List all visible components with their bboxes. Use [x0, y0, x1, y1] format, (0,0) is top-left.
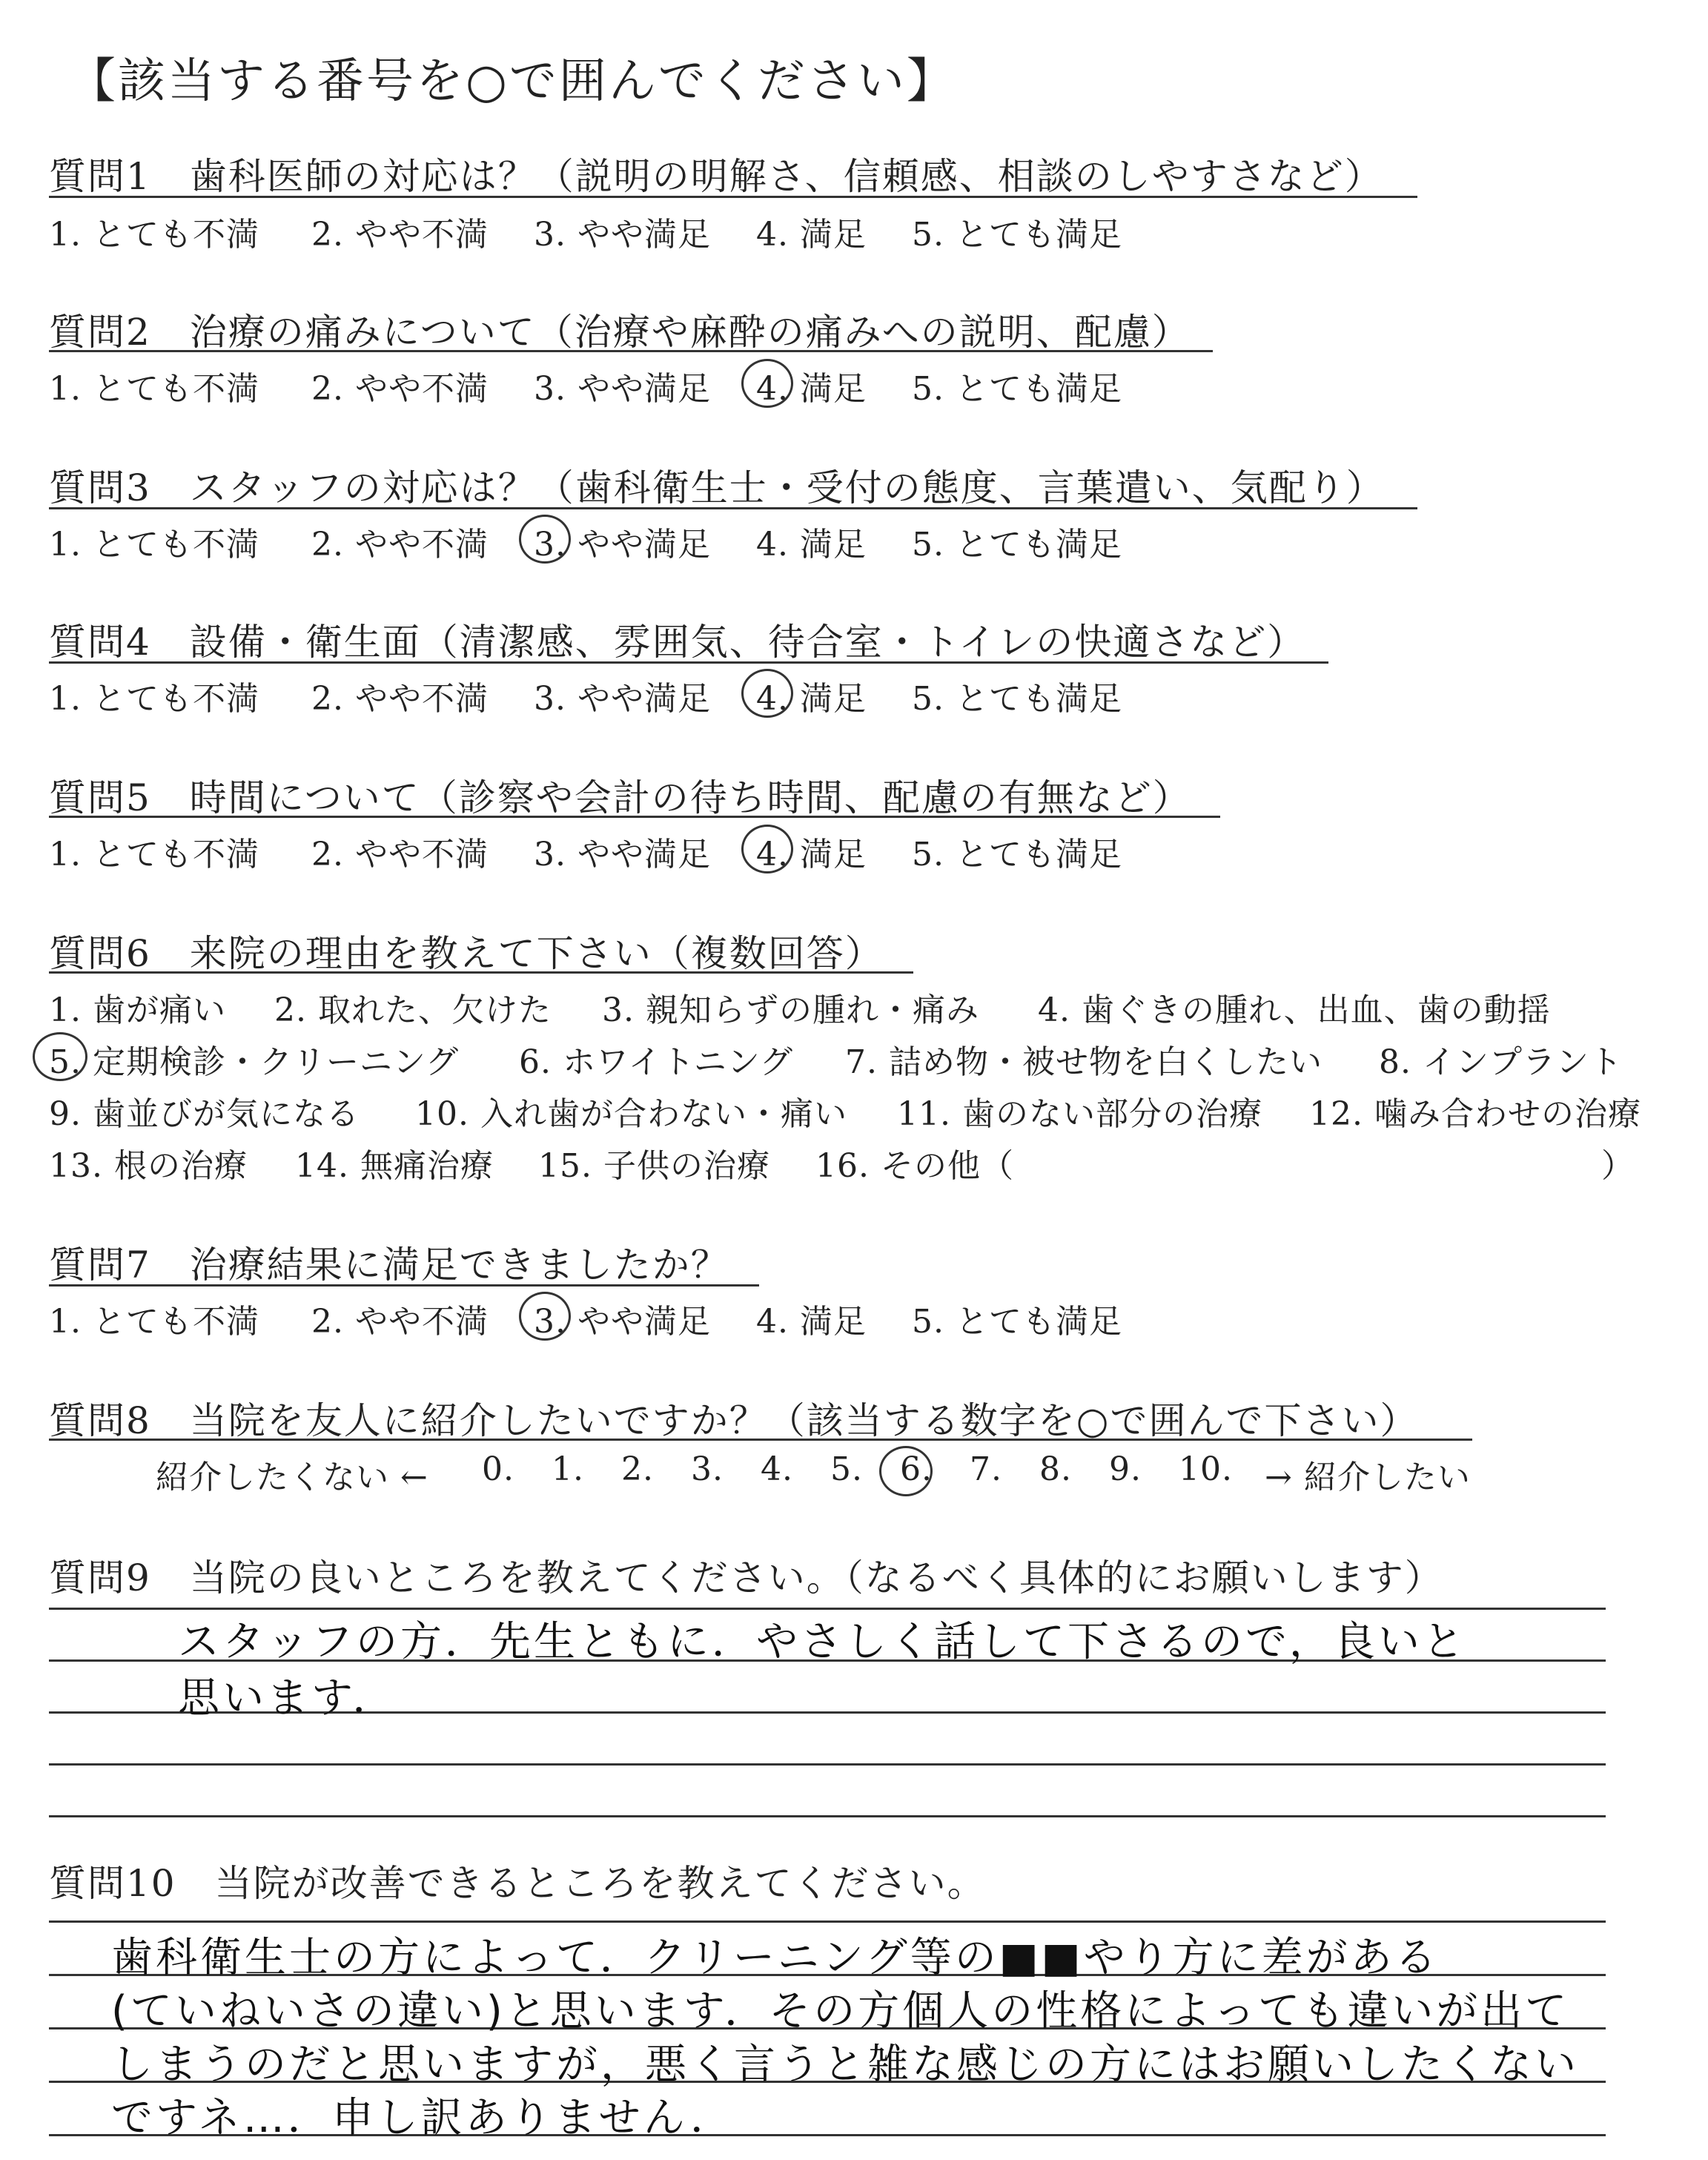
q6-option-6[interactable]: 6. ホワイトニング	[519, 1043, 794, 1081]
q3-option-1[interactable]: 1. とても不満	[49, 526, 259, 564]
question-3-underline	[49, 507, 1417, 509]
q6-option-8[interactable]: 8. インプラント	[1379, 1043, 1623, 1081]
q6-option-3[interactable]: 3. 親知らずの腫れ・痛み	[602, 991, 979, 1029]
q7-option-3[interactable]: 3. やや満足	[534, 1303, 711, 1341]
question-5-heading: 質問5 時間について（診察や会計の待ち時間、配慮の有無など）	[49, 776, 1191, 819]
q7-option-4[interactable]: 4. 満足	[756, 1303, 867, 1341]
question-1-heading: 質問1 歯科医師の対応は？（説明の明解さ、信頼感、相談のしやすさなど）	[49, 155, 1383, 198]
q10-answer-line-3[interactable]: しまうのだと思いますが，悪く言うと雑な感じの方にはお願いしたくない	[111, 2041, 1579, 2089]
q1-option-3[interactable]: 3. やや満足	[534, 216, 711, 254]
q10-answer-rule-1	[49, 1920, 1606, 1923]
q8-option-7[interactable]: 7.	[970, 1450, 1002, 1488]
q5-selection-circle	[741, 825, 793, 873]
q3-option-2[interactable]: 2. やや不満	[311, 526, 489, 564]
q2-option-2[interactable]: 2. やや不満	[311, 370, 489, 408]
q8-option-9[interactable]: 9.	[1109, 1450, 1142, 1488]
question-5-underline	[49, 816, 1220, 818]
q1-option-2[interactable]: 2. やや不満	[311, 216, 489, 254]
q6-option-14[interactable]: 14. 無痛治療	[295, 1147, 494, 1185]
question-4-underline	[49, 661, 1328, 664]
q2-option-3[interactable]: 3. やや満足	[534, 370, 711, 408]
q2-selection-circle	[741, 359, 793, 408]
q8-option-0[interactable]: 0.	[482, 1450, 514, 1488]
q10-answer-line-4[interactable]: ですネ…．申し訳ありません．	[111, 2094, 735, 2142]
q8-option-5[interactable]: 5.	[830, 1450, 863, 1488]
q9-answer-line-2[interactable]: 思います．	[178, 1674, 397, 1723]
q5-option-4[interactable]: 4. 満足	[756, 836, 867, 873]
q8-option-10[interactable]: 10.	[1179, 1450, 1233, 1488]
q1-option-5[interactable]: 5. とても満足	[912, 216, 1122, 254]
q1-option-4[interactable]: 4. 満足	[756, 216, 867, 254]
question-10-heading: 質問10 当院が改善できるところを教えてください。	[49, 1862, 986, 1905]
q4-option-2[interactable]: 2. やや不満	[311, 680, 489, 718]
q5-option-2[interactable]: 2. やや不満	[311, 836, 489, 873]
q8-option-3[interactable]: 3.	[691, 1450, 724, 1488]
question-6-heading: 質問6 来院の理由を教えて下さい（複数回答）	[49, 932, 884, 975]
q6-option-15[interactable]: 15. 子供の治療	[538, 1147, 770, 1185]
q7-option-5[interactable]: 5. とても満足	[912, 1303, 1122, 1341]
q3-selection-circle	[519, 515, 571, 564]
question-2-heading: 質問2 治療の痛みについて（治療や麻酔の痛みへの説明、配慮）	[49, 311, 1191, 354]
question-1-underline	[49, 196, 1417, 198]
q7-option-2[interactable]: 2. やや不満	[311, 1303, 489, 1341]
question-2-underline	[49, 350, 1213, 352]
q5-option-5[interactable]: 5. とても満足	[912, 836, 1122, 873]
q6-option-12[interactable]: 12. 噛み合わせの治療	[1309, 1095, 1641, 1133]
q1-option-1[interactable]: 1. とても不満	[49, 216, 259, 254]
q5-option-3[interactable]: 3. やや満足	[534, 836, 711, 873]
q6-option-10[interactable]: 10. 入れ歯が合わない・痛い	[415, 1095, 847, 1133]
q6-option-11[interactable]: 11. 歯のない部分の治療	[897, 1095, 1262, 1133]
q7-option-1[interactable]: 1. とても不満	[49, 1303, 259, 1341]
q5-option-1[interactable]: 1. とても不満	[49, 836, 259, 873]
question-3-heading: 質問3 スタッフの対応は？（歯科衛生士・受付の態度、言葉遣い、気配り）	[49, 466, 1385, 509]
q2-option-1[interactable]: 1. とても不満	[49, 370, 259, 408]
q4-option-1[interactable]: 1. とても不満	[49, 680, 259, 718]
q8-option-6[interactable]: 6.	[900, 1450, 933, 1488]
q8-option-8[interactable]: 8.	[1039, 1450, 1072, 1488]
q10-answer-line-2[interactable]: (ていねいさの違い)と思います．その方個人の性格によっても違いが出て	[111, 1987, 1570, 2035]
question-6-underline	[49, 971, 913, 974]
q3-option-3[interactable]: 3. やや満足	[534, 526, 711, 564]
q2-option-4[interactable]: 4. 満足	[756, 370, 867, 408]
question-8-heading: 質問8 当院を友人に紹介したいですか？（該当する数字を○で囲んで下さい）	[49, 1399, 1419, 1442]
q4-option-4[interactable]: 4. 満足	[756, 680, 867, 718]
q8-right-label: → 紹介したい	[1265, 1459, 1471, 1496]
q6-other-close-paren: ）	[1601, 1147, 1635, 1185]
q9-answer-rule-4	[49, 1763, 1606, 1766]
question-4-heading: 質問4 設備・衛生面（清潔感、雰囲気、待合室・トイレの快適さなど）	[49, 621, 1306, 664]
q9-answer-line-1[interactable]: スタッフの方．先生ともに．やさしく話して下さるので，良いと	[178, 1618, 1467, 1666]
q6-option-4[interactable]: 4. 歯ぐきの腫れ、出血、歯の動揺	[1038, 991, 1551, 1029]
q6-option-13[interactable]: 13. 根の治療	[49, 1147, 248, 1185]
q6-option-5[interactable]: 5. 定期検診・クリーニング	[49, 1043, 460, 1081]
q3-option-5[interactable]: 5. とても満足	[912, 526, 1122, 564]
q6-selection-circle	[33, 1032, 87, 1081]
question-8-underline	[49, 1439, 1472, 1441]
q8-selection-circle	[879, 1446, 933, 1496]
q6-option-16[interactable]: 16. その他（	[815, 1147, 1014, 1185]
q10-answer-line-1[interactable]: 歯科衛生士の方によって．クリーニング等の■■やり方に差がある	[111, 1934, 1440, 1982]
q7-selection-circle	[519, 1292, 571, 1341]
question-7-heading: 質問7 治療結果に満足できましたか？	[49, 1244, 729, 1287]
q8-left-label: 紹介したくない ←	[156, 1459, 428, 1496]
question-7-underline	[49, 1284, 759, 1287]
q8-option-2[interactable]: 2.	[621, 1450, 654, 1488]
question-9-heading: 質問9 当院の良いところを教えてください。（なるべく具体的にお願いします）	[49, 1556, 1443, 1599]
q8-option-1[interactable]: 1.	[552, 1450, 584, 1488]
q6-option-9[interactable]: 9. 歯並びが気になる	[49, 1095, 360, 1133]
q6-option-2[interactable]: 2. 取れた、欠けた	[274, 991, 552, 1029]
q9-answer-rule-5	[49, 1815, 1606, 1817]
page-title: 【該当する番号を○で囲んでください】	[68, 54, 956, 109]
q6-option-7[interactable]: 7. 詰め物・被せ物を白くしたい	[845, 1043, 1323, 1081]
q3-option-4[interactable]: 4. 満足	[756, 526, 867, 564]
q4-selection-circle	[741, 669, 793, 718]
q4-option-5[interactable]: 5. とても満足	[912, 680, 1122, 718]
q8-option-4[interactable]: 4.	[761, 1450, 793, 1488]
q2-option-5[interactable]: 5. とても満足	[912, 370, 1122, 408]
q4-option-3[interactable]: 3. やや満足	[534, 680, 711, 718]
q6-option-1[interactable]: 1. 歯が痛い	[49, 991, 226, 1029]
